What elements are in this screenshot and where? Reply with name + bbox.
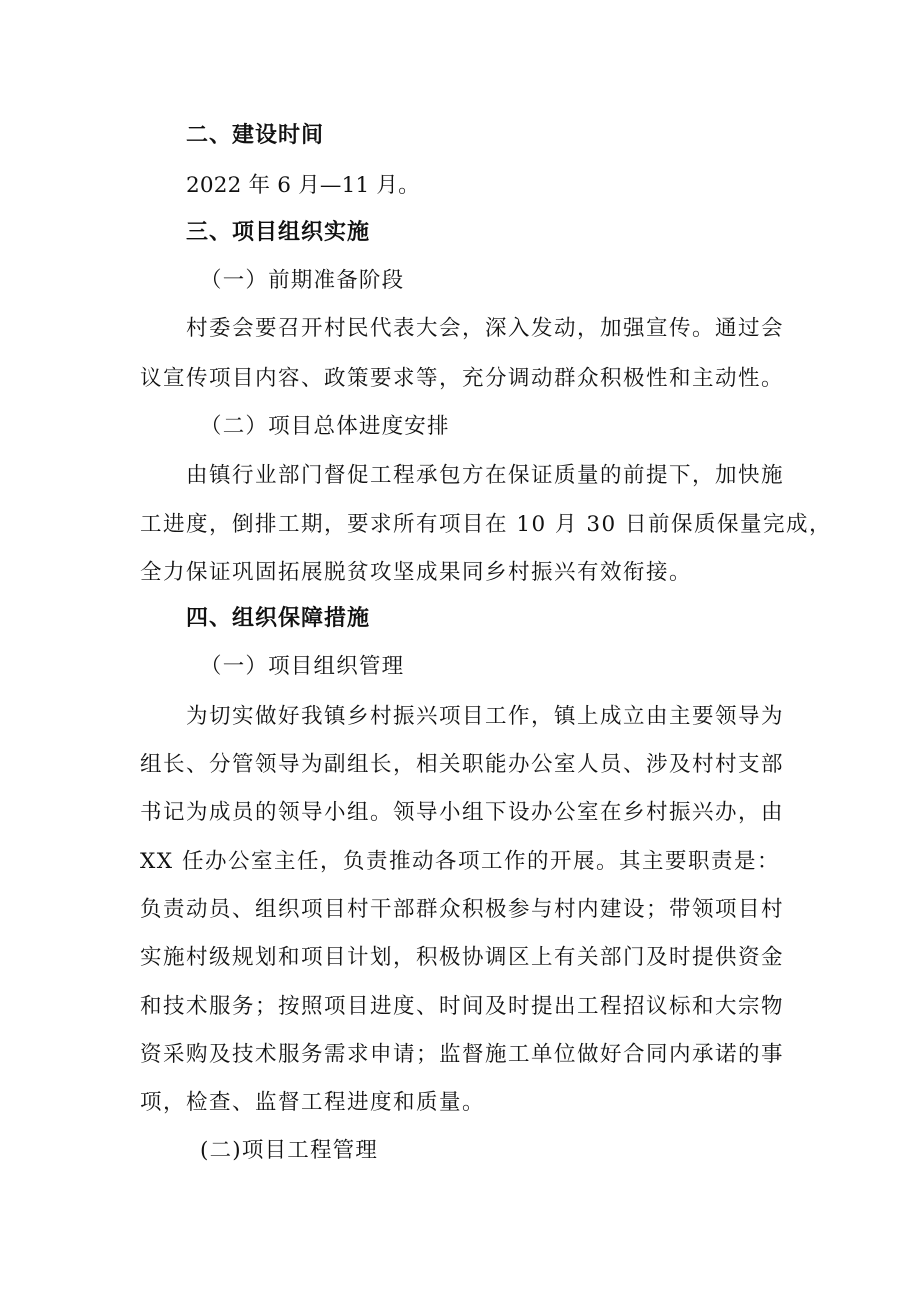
paragraph-line: 为切实做好我镇乡村振兴项目工作，镇上成立由主要领导为: [186, 704, 785, 729]
paragraph-line: XX 任办公室主任，负责推动各项工作的开展。其主要职责是：: [140, 849, 780, 874]
subsection-heading-preparation: （一）前期准备阶段: [200, 268, 405, 293]
subsection-heading-engineering-management: (二)项目工程管理: [200, 1138, 379, 1163]
paragraph-line: 书记为成员的领导小组。领导小组下设办公室在乡村振兴办，由: [140, 800, 785, 825]
subsection-heading-schedule: （二）项目总体进度安排: [200, 414, 450, 439]
paragraph-line: 全力保证巩固拓展脱贫攻坚成果同乡村振兴有效衔接。: [140, 560, 693, 585]
construction-time-text: 2022 年 6 月—11 月。: [186, 173, 420, 198]
section-heading-construction-time: 二、建设时间: [186, 123, 325, 148]
paragraph-line: 村委会要召开村民代表大会，深入发动，加强宣传。通过会: [186, 316, 785, 341]
section-heading-project-implementation: 三、项目组织实施: [186, 220, 371, 245]
paragraph-line: 负责动员、组织项目村干部群众积极参与村内建设；带领项目村: [140, 897, 785, 922]
paragraph-line: 由镇行业部门督促工程承包方在保证质量的前提下，加快施: [186, 463, 785, 488]
section-heading-safeguards: 四、组织保障措施: [186, 606, 371, 631]
paragraph-line: 和技术服务；按照项目进度、时间及时提出工程招议标和大宗物: [140, 994, 785, 1019]
paragraph-line: 工进度，倒排工期，要求所有项目在 10 月 30 日前保质保量完成，: [140, 512, 833, 537]
paragraph-line: 项，检查、监督工程进度和质量。: [140, 1090, 486, 1115]
subsection-heading-organization-management: （一）项目组织管理: [200, 654, 405, 679]
paragraph-line: 议宣传项目内容、政策要求等，充分调动群众积极性和主动性。: [140, 366, 785, 391]
paragraph-line: 资采购及技术服务需求申请；监督施工单位做好合同内承诺的事: [140, 1042, 785, 1067]
paragraph-line: 实施村级规划和项目计划，积极协调区上有关部门及时提供资金: [140, 945, 785, 970]
paragraph-line: 组长、分管领导为副组长，相关职能办公室人员、涉及村村支部: [140, 752, 785, 777]
